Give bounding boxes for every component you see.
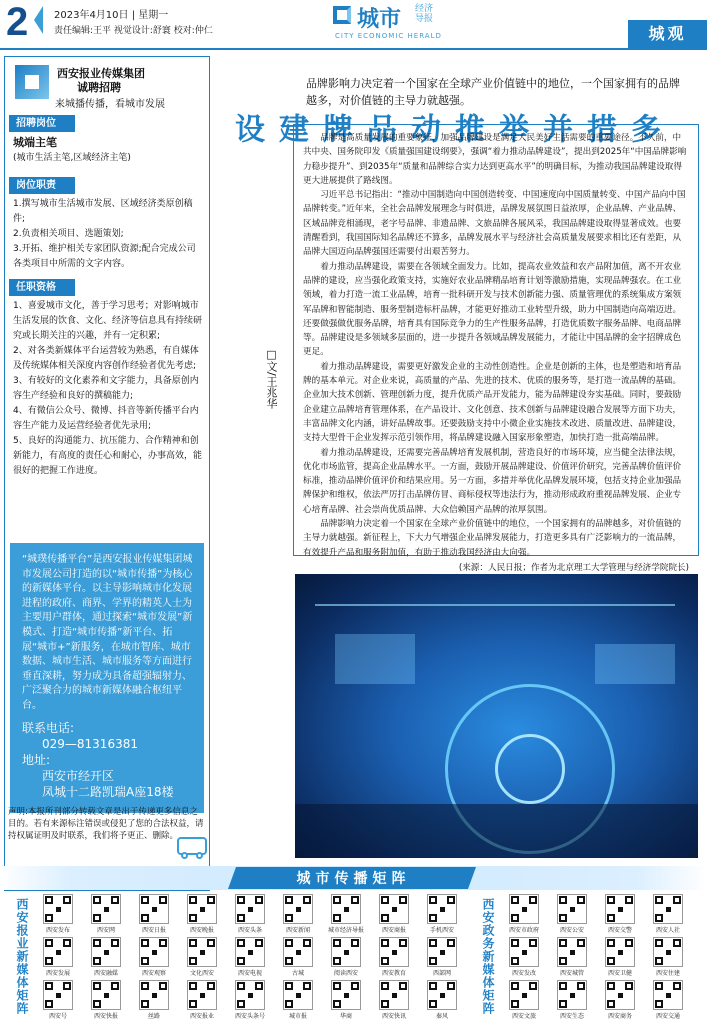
qr-code-icon[interactable]	[235, 937, 265, 967]
article-body	[293, 124, 699, 573]
qr-code-icon[interactable]	[605, 980, 635, 1010]
org-recruit: 诚聘招聘	[77, 81, 121, 94]
platform-intro: “城璞传播平台”是西安报业传媒集团城市发展公司打造的以“城市传播”为核心的新媒体平台。以主导影响城市化发展进程的政府、商界、学界的精英人士为主要用户群体，通过探索“城市发展”新模式、打造“城市传播”新平台、拓展“城市+”新服务，在城市智库、城市数据、城市生活、城市服务等方面进行垂直深耕，努力成为具备超强辐射力、广泛聚合力的城市新媒体融合枢纽平台。	[22, 554, 193, 711]
qr-label: 古城	[291, 970, 304, 977]
address-line2: 凤城十二路凯瑞A座18楼	[42, 784, 174, 799]
position-title: 城端主笔	[13, 136, 57, 149]
article-paragraph: 习近平总书记指出：“推动中国制造向中国创造转变、中国速度向中国质量转变、中国产品向中国品牌转变。”近年来，全社会品牌发展理念与时俱进，品牌发展氛围日益浓厚，企业品牌、产业品牌、区域品牌竞相涌现，老字号品牌、非遗品牌、文旅品牌各展风采，我国品牌建设取得显著成效。也要清醒看到，我国国际知名品牌还不算多，品牌发展水平与经济社会高质量发展要求相比还有差距，从品牌大国迈向品牌强国还需要付出艰苦努力。	[303, 190, 686, 258]
page-header	[0, 0, 707, 52]
qr-label: 手机西安	[429, 927, 454, 934]
qr-code-icon[interactable]	[605, 937, 635, 967]
qr-label: 西安公安	[559, 927, 584, 934]
recruitment-sidebar	[4, 56, 210, 891]
qr-code-icon[interactable]	[283, 980, 313, 1010]
qr-code-icon[interactable]	[43, 937, 73, 967]
org-slogan: 来城播传播，看城市发展	[55, 99, 165, 110]
qr-code-icon[interactable]	[605, 894, 635, 924]
hud-panel	[335, 634, 415, 684]
issue-date: 2023年4月10日 | 星期一	[54, 10, 169, 21]
qr-label: 西安快讯	[381, 1013, 406, 1020]
qr-label: 华商	[339, 1013, 352, 1020]
qr-code-icon[interactable]	[427, 894, 457, 924]
qr-label: 西安快报	[93, 1013, 118, 1020]
qr-label: 西安商报	[381, 927, 406, 934]
platform-intro-box	[10, 543, 204, 813]
qr-code-icon[interactable]	[557, 980, 587, 1010]
qr-label: 西安报业	[189, 1013, 214, 1020]
qr-label: 秦风	[435, 1013, 448, 1020]
qr-label: 西安教育	[381, 970, 406, 977]
disclaimer: 声明:本报所刊部分转载文章是出于传递更多信息之目的。若有来源标注错误或侵犯了您的合法权益，请持权属证明及时联系，我们将予更正、删除。	[8, 807, 204, 841]
qr-code-icon[interactable]	[43, 980, 73, 1010]
qr-code-icon[interactable]	[235, 980, 265, 1010]
article-paragraph: 着力推动品牌建设，需要在各领域全面发力。比如，提高农业效益和农产品附加值，离不开农业品牌的建设，应当强化政策支持，实施好农业品牌精品培育计划等激励措施，实现品牌强农。在工业领域，着力打造一流工业品牌，培育一批科研开发与技术创新能力强、质量管理优的系统集成方案领军品牌和智能制造、服务型制造标杆品牌，才能更好推动工业转型升级，助力中国制造向高端迈进。还要做强做优服务品牌，培育具有国际竞争力的生产性服务品牌，打造优质数字服务品牌、电商品牌等。品牌建设是多领域多层面的，进一步提升各领域品牌发展能力，才能让中国品牌的金字招牌成色更足。	[303, 261, 682, 358]
duties-list	[13, 197, 203, 272]
qr-code-icon[interactable]	[331, 937, 361, 967]
qr-label: 西安融媒	[93, 970, 118, 977]
hub-shape	[495, 734, 565, 804]
qr-label: 西安卫健	[607, 970, 632, 977]
group-logo-icon	[15, 65, 49, 99]
qr-code-icon[interactable]	[331, 894, 361, 924]
qr-code-icon[interactable]	[187, 894, 217, 924]
qualifications-list	[13, 299, 205, 479]
qr-label: 西安新闻	[285, 927, 310, 934]
qr-code-icon[interactable]	[91, 980, 121, 1010]
qr-code-icon[interactable]	[509, 980, 539, 1010]
editor-credits: 责任编辑:王平 视觉设计:舒寰 校对:仲仁	[54, 26, 213, 36]
header-divider	[0, 48, 707, 50]
qual-item: 2、对各类新媒体平台运营较为熟悉，有自媒体及传统媒体相关深度内容创作经验者优先考虑;	[13, 346, 199, 371]
right-qr-grid	[502, 894, 706, 1022]
position-note: (城市生活主笔,区域经济主笔)	[13, 153, 131, 163]
qr-label: 西安城管	[559, 970, 584, 977]
qr-label: 西安住建	[655, 970, 680, 977]
qr-code-icon[interactable]	[283, 937, 313, 967]
qr-code-icon[interactable]	[43, 894, 73, 924]
media-matrix-footer	[0, 866, 707, 1024]
address-label: 地址:	[22, 752, 51, 767]
qr-code-icon[interactable]	[653, 894, 683, 924]
qr-label: 西安头条	[237, 927, 262, 934]
article-paragraph: 着力推动品牌建设，还需要完善品牌培育发展机制，营造良好的市场环境，应当健全法律法规，优化市场监管，提高企业品牌水平。一方面，鼓励开展品牌建设、价值评价研究，完善品牌价值评价标准，推动品牌价值评价和结果应用。另一方面，多措并举优化品牌发展环境，包括支持企业加强品牌保护和维权，依法严厉打击品牌仿冒、商标侵权等违法行为，推动形成政府重视品牌发展、企业专心培育品牌、社会崇尚优质品牌、大众信赖国产品牌的浓厚氛围。	[303, 447, 682, 515]
qr-label: 阅读西安	[333, 970, 358, 977]
qr-label: 西安发展	[45, 970, 70, 977]
duty-item: 1.撰写城市生活城市发展、区域经济类原创稿件;	[13, 199, 193, 224]
qr-label: 西安市政府	[508, 927, 539, 934]
hud-line	[315, 604, 675, 606]
address-line1: 西安市经开区	[42, 768, 115, 783]
qr-label: 丝路	[147, 1013, 160, 1020]
qr-code-icon[interactable]	[379, 894, 409, 924]
newspaper-logo[interactable]	[333, 4, 483, 44]
qr-code-icon[interactable]	[653, 980, 683, 1010]
qr-code-icon[interactable]	[379, 937, 409, 967]
qr-label: 西安观察	[141, 970, 166, 977]
org-name: 西安报业传媒集团	[57, 67, 145, 80]
qr-label: 西安晚报	[189, 927, 214, 934]
qr-code-icon[interactable]	[427, 980, 457, 1010]
chevron-icon	[34, 6, 43, 34]
qr-label: 西安电视	[237, 970, 262, 977]
qr-label: 西安人社	[655, 927, 680, 934]
qr-label: 西部网	[432, 970, 451, 977]
phone-number[interactable]: 029—81316381	[42, 736, 138, 751]
qr-code-icon[interactable]	[139, 980, 169, 1010]
qr-label: 西安文旅	[511, 1013, 536, 1020]
logo-name: 城市	[357, 7, 402, 32]
hud-panel	[595, 644, 675, 684]
qr-code-icon[interactable]	[509, 894, 539, 924]
qr-label: 城市报	[288, 1013, 307, 1020]
footer-title: 城市传播矩阵	[296, 871, 411, 887]
qr-code-icon[interactable]	[91, 894, 121, 924]
qr-code-icon[interactable]	[139, 894, 169, 924]
qr-label: 西安商务	[607, 1013, 632, 1020]
article-paragraph: 品牌影响力决定着一个国家在全球产业价值链中的地位，一个国家拥有的品牌越多，对价值链的主导力就越强。新征程上，下大力气增强企业品牌发展能力，打造更多具有广泛影响力的一流品牌，有效提升产品和服务附加值，有助于推动我国经济由大向强。	[303, 519, 682, 558]
qr-code-icon[interactable]	[427, 937, 457, 967]
qr-code-icon[interactable]	[187, 980, 217, 1010]
qr-code-icon[interactable]	[187, 937, 217, 967]
phone-label: 联系电话:	[22, 720, 75, 735]
page-number: 2	[6, 0, 29, 44]
dashboard-base	[295, 804, 698, 858]
qr-code-icon[interactable]	[379, 980, 409, 1010]
qual-item: 4、有微信公众号、微博、抖音等新传播平台内容生产能力及运营经验者优先录用;	[13, 406, 199, 431]
section-header-position: 招聘岗位	[9, 115, 75, 132]
logo-english: CITY ECONOMIC HERALD	[335, 32, 442, 40]
qr-label: 城市经济导报	[327, 927, 364, 934]
qr-code-icon[interactable]	[331, 980, 361, 1010]
qr-code-icon[interactable]	[557, 937, 587, 967]
qual-item: 5、良好的沟通能力、抗压能力、合作精神和创新能力，有高度的责任心和耐心，办事高效，能很好的把握工作进度。	[13, 436, 203, 476]
logo-sub-bottom: 导报	[415, 14, 434, 24]
article-title: 多措并举推动品牌建设	[229, 113, 660, 147]
qr-code-icon[interactable]	[91, 937, 121, 967]
logo-mark-icon	[333, 6, 351, 24]
qr-code-icon[interactable]	[509, 937, 539, 967]
qr-label: 西安生态	[559, 1013, 584, 1020]
article-paragraph: 着力推动品牌建设，需要更好激发企业的主动性创造性。企业是创新的主体，也是塑造和培育品牌的基本单元。对企业来说，高质量的产品、先进的技术、优质的服务等，是打造一流品牌的基础。企业加大技术创新、管理创新力度，提升优质产品开发能力，能为品牌建设夯实基础。同时，要鼓励企业建立品牌培育管理体系，在产品设计、文化创意、技术创新与品牌建设融合发展等方面下功夫，丰富品牌文化内涵，讲好品牌故事。还要鼓励支持中小微企业实施技术改进、质量改进、品牌建设，支持大型骨干企业发挥示范引领作用，将品牌建设融入国家形象塑造，加快打造一批高端品牌。	[303, 361, 682, 444]
qr-label: 西安发改	[511, 970, 536, 977]
qr-label: 西安号	[48, 1013, 67, 1020]
right-matrix-label: 西安政务新媒体矩阵	[481, 898, 495, 1015]
article-photo-smart-car-dashboard	[295, 574, 698, 858]
qr-code-icon[interactable]	[139, 937, 169, 967]
left-qr-grid	[36, 894, 456, 1022]
article-paragraph: 品牌是高质量发展的重要象征，加强品牌建设是满足人民美好生活需要的重要途径。不久前，中共中央、国务院印发《质量强国建设纲要》，强调“着力推动品牌建设”，提出到2025年“中国品牌影响力稳步提升”、到2035年“质量和品牌综合实力达到更高水平”的明确目标，为推动我国品牌建设取得更大进展提供了路线图。	[303, 133, 687, 186]
qr-label: 文化西安	[189, 970, 214, 977]
qr-code-icon[interactable]	[557, 894, 587, 924]
qr-code-icon[interactable]	[283, 894, 313, 924]
article-author: □文/王兆华	[265, 348, 278, 409]
qr-code-icon[interactable]	[235, 894, 265, 924]
qr-label: 西安网	[96, 927, 115, 934]
logo-sub-top: 经济	[415, 4, 434, 14]
qr-label: 西安交通	[655, 1013, 680, 1020]
section-tag[interactable]: 城观	[628, 20, 707, 48]
section-header-qualifications: 任职资格	[9, 279, 75, 296]
qr-label: 西安头条号	[234, 1013, 265, 1020]
qual-item: 3、有较好的文化素养和文字能力，具备原创内容生产经验和良好的撰稿能力;	[13, 376, 199, 401]
qual-item: 1、喜爱城市文化，善于学习思考；对影响城市生活发展的饮食、文化、经济等信息具有持续研究或长期关注的兴趣，并有一定积累;	[13, 301, 203, 341]
article-lead: 品牌影响力决定着一个国家在全球产业价值链中的地位，一个国家拥有的品牌越多，对价值链的主导力就越强。	[306, 77, 680, 107]
duty-item: 3.开拓、维护相关专家团队资源;配合完成公司各类项目中所需的文字内容。	[13, 244, 196, 269]
section-header-duties: 岗位职责	[9, 177, 75, 194]
qr-label: 西安日报	[141, 927, 166, 934]
left-matrix-label: 西安报业新媒体矩阵	[15, 898, 29, 1015]
duty-item: 2.负责相关项目、选题策划;	[13, 229, 124, 239]
qr-label: 西安发布	[45, 927, 70, 934]
article-source: (来源：人民日报；作者为北京理工大学管理与经济学院院长)	[458, 562, 689, 573]
qr-code-icon[interactable]	[653, 937, 683, 967]
qr-label: 西安交警	[607, 927, 632, 934]
